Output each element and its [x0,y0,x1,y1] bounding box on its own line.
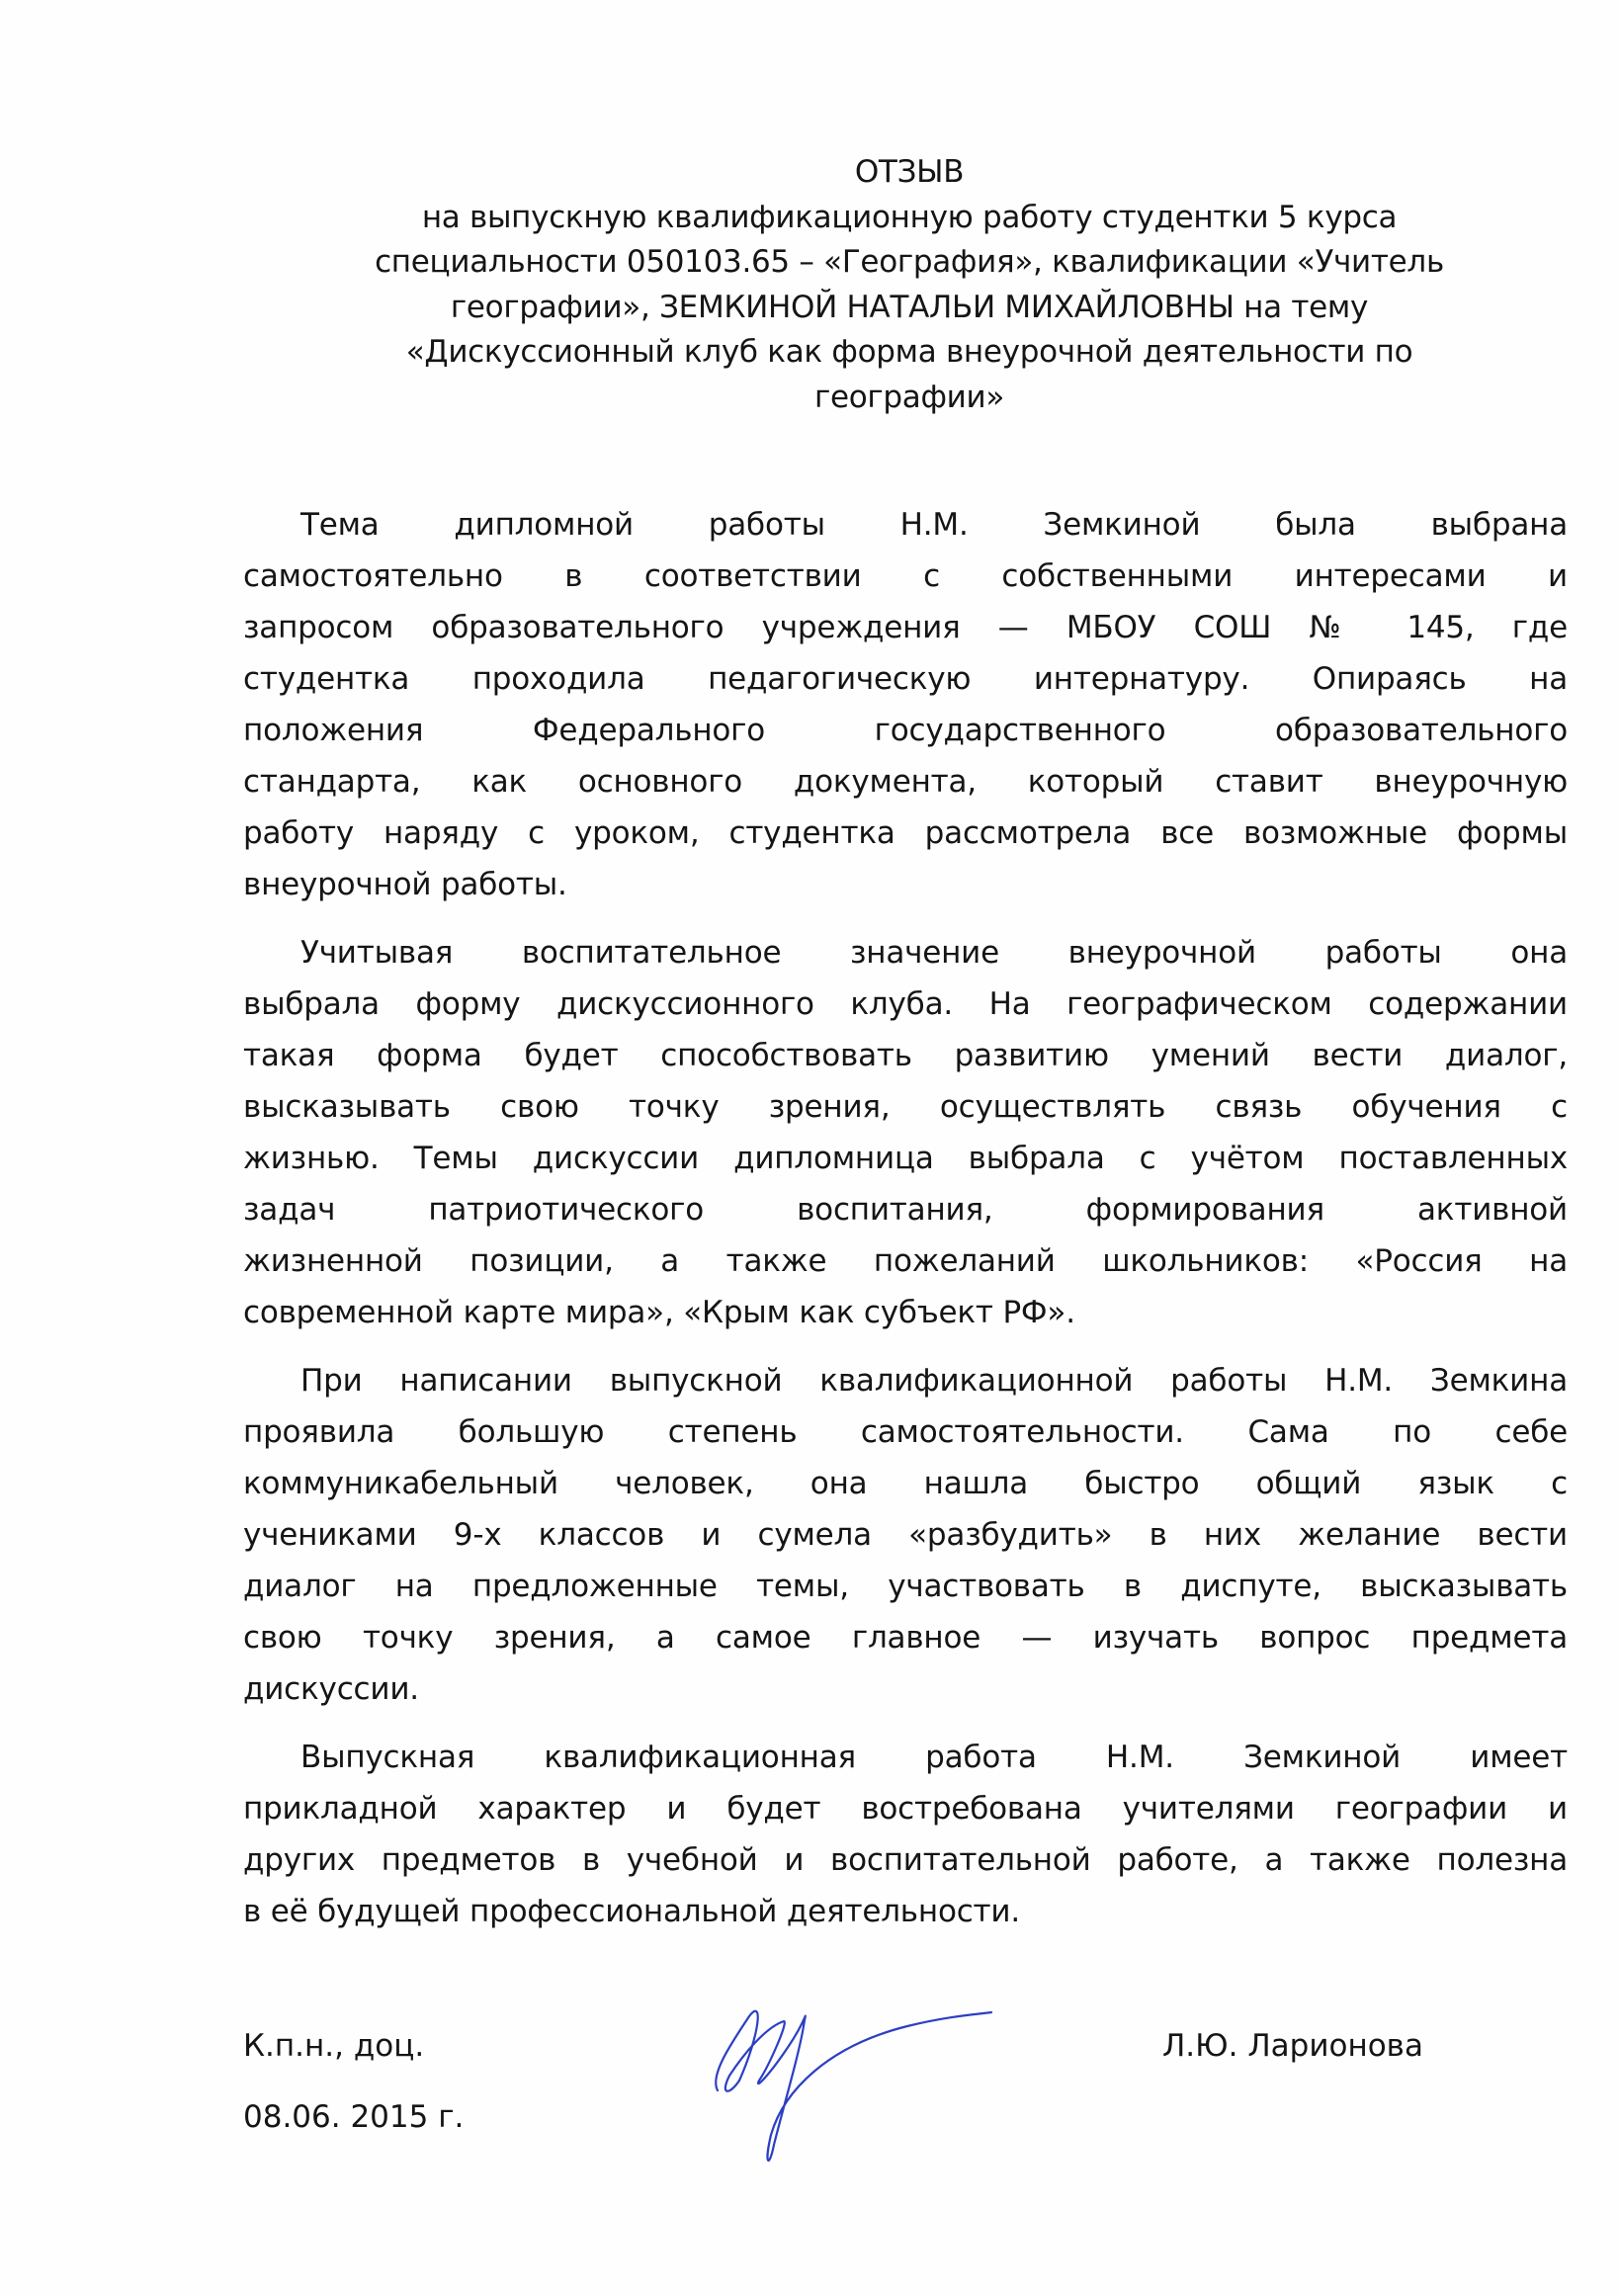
document-title: ОТЗЫВ [854,154,965,190]
paragraph-line: Учитывая воспитательное значение внеурочной работы она [300,935,1568,971]
paragraph-line: такая форма будет способствовать развитию умений вести диалог, [243,1038,1568,1073]
paragraph-line: высказывать свою точку зрения, осуществлять связь обучения с [243,1089,1568,1125]
paragraph-line: При написании выпускной квалификационной работы Н.М. Земкина [300,1363,1568,1399]
author-name: Л.Ю. Ларионова [1162,2028,1423,2064]
paragraph-line: учениками 9-х классов и сумела «разбудить» в них желание вести [243,1517,1568,1553]
paragraph [243,1732,1568,1937]
paragraph-line: выбрала форму дискуссионного клуба. На географическом содержании [243,986,1568,1022]
document-header [237,150,1581,420]
signature [710,1997,996,2174]
header-line: географии» [813,379,1005,415]
header-line: «Дискуссионный клуб как форма внеурочной деятельности по [405,334,1413,370]
paragraph-line: задач патриотического воспитания, формирования активной [243,1192,1568,1228]
paragraph-line: запросом образовательного учреждения — МБОУ СОШ № 145, где [243,610,1568,645]
header-line: географии», ЗЕМКИНОЙ НАТАЛЬИ МИХАЙЛОВНЫ на тему [450,289,1369,325]
paragraph-line: внеурочной работы. [243,867,567,902]
paragraph-line: самостоятельно в соответствии с собственными интересами и [243,558,1568,594]
paragraph-line: современной карте мира», «Крым как субъект РФ». [243,1295,1075,1330]
paragraph-line: Выпускная квалификационная работа Н.М. Земкиной имеет [300,1740,1568,1775]
document-body [243,499,1568,1954]
paragraph-line: в её будущей профессиональной деятельности. [243,1894,1021,1929]
paragraph-line: положения Федерального государственного образовательного [243,713,1568,748]
paragraph [243,499,1568,910]
paragraph-line: проявила большую степень самостоятельности. Сама по себе [243,1414,1568,1450]
header-line: специальности 050103.65 – «География», квалификации «Учитель [375,244,1444,280]
header-line: на выпускную квалификационную работу студентки 5 курса [421,199,1398,235]
paragraph-line: работу наряду с уроком, студентка рассмотрела все возможные формы [243,815,1568,851]
paragraph-line: прикладной характер и будет востребована учителями географии и [243,1791,1568,1827]
paragraph-line: диалог на предложенные темы, участвовать в диспуте, высказывать [243,1569,1568,1604]
paragraph [243,1355,1568,1715]
paragraph-line: жизнью. Темы дискуссии дипломница выбрала с учётом поставленных [243,1141,1568,1176]
paragraph-line: других предметов в учебной и воспитательной работе, а также полезна [243,1842,1568,1878]
paragraph-line: коммуникабельный человек, она нашла быстро общий язык с [243,1466,1568,1501]
paragraph-line: Тема дипломной работы Н.М. Земкиной была выбрана [300,507,1568,543]
paragraph-line: студентка проходила педагогическую интернатуру. Опираясь на [243,661,1568,697]
paragraph [243,927,1568,1338]
author-position: К.п.н., доц. [243,2028,425,2064]
paragraph-line: свою точку зрения, а самое главное — изучать вопрос предмета [243,1620,1568,1656]
paragraph-line: стандарта, как основного документа, который ставит внеурочную [243,764,1568,800]
paragraph-line: дискуссии. [243,1671,419,1707]
paragraph-line: жизненной позиции, а также пожеланий школьников: «Россия на [243,1243,1568,1279]
document-date: 08.06. 2015 г. [243,2099,465,2135]
